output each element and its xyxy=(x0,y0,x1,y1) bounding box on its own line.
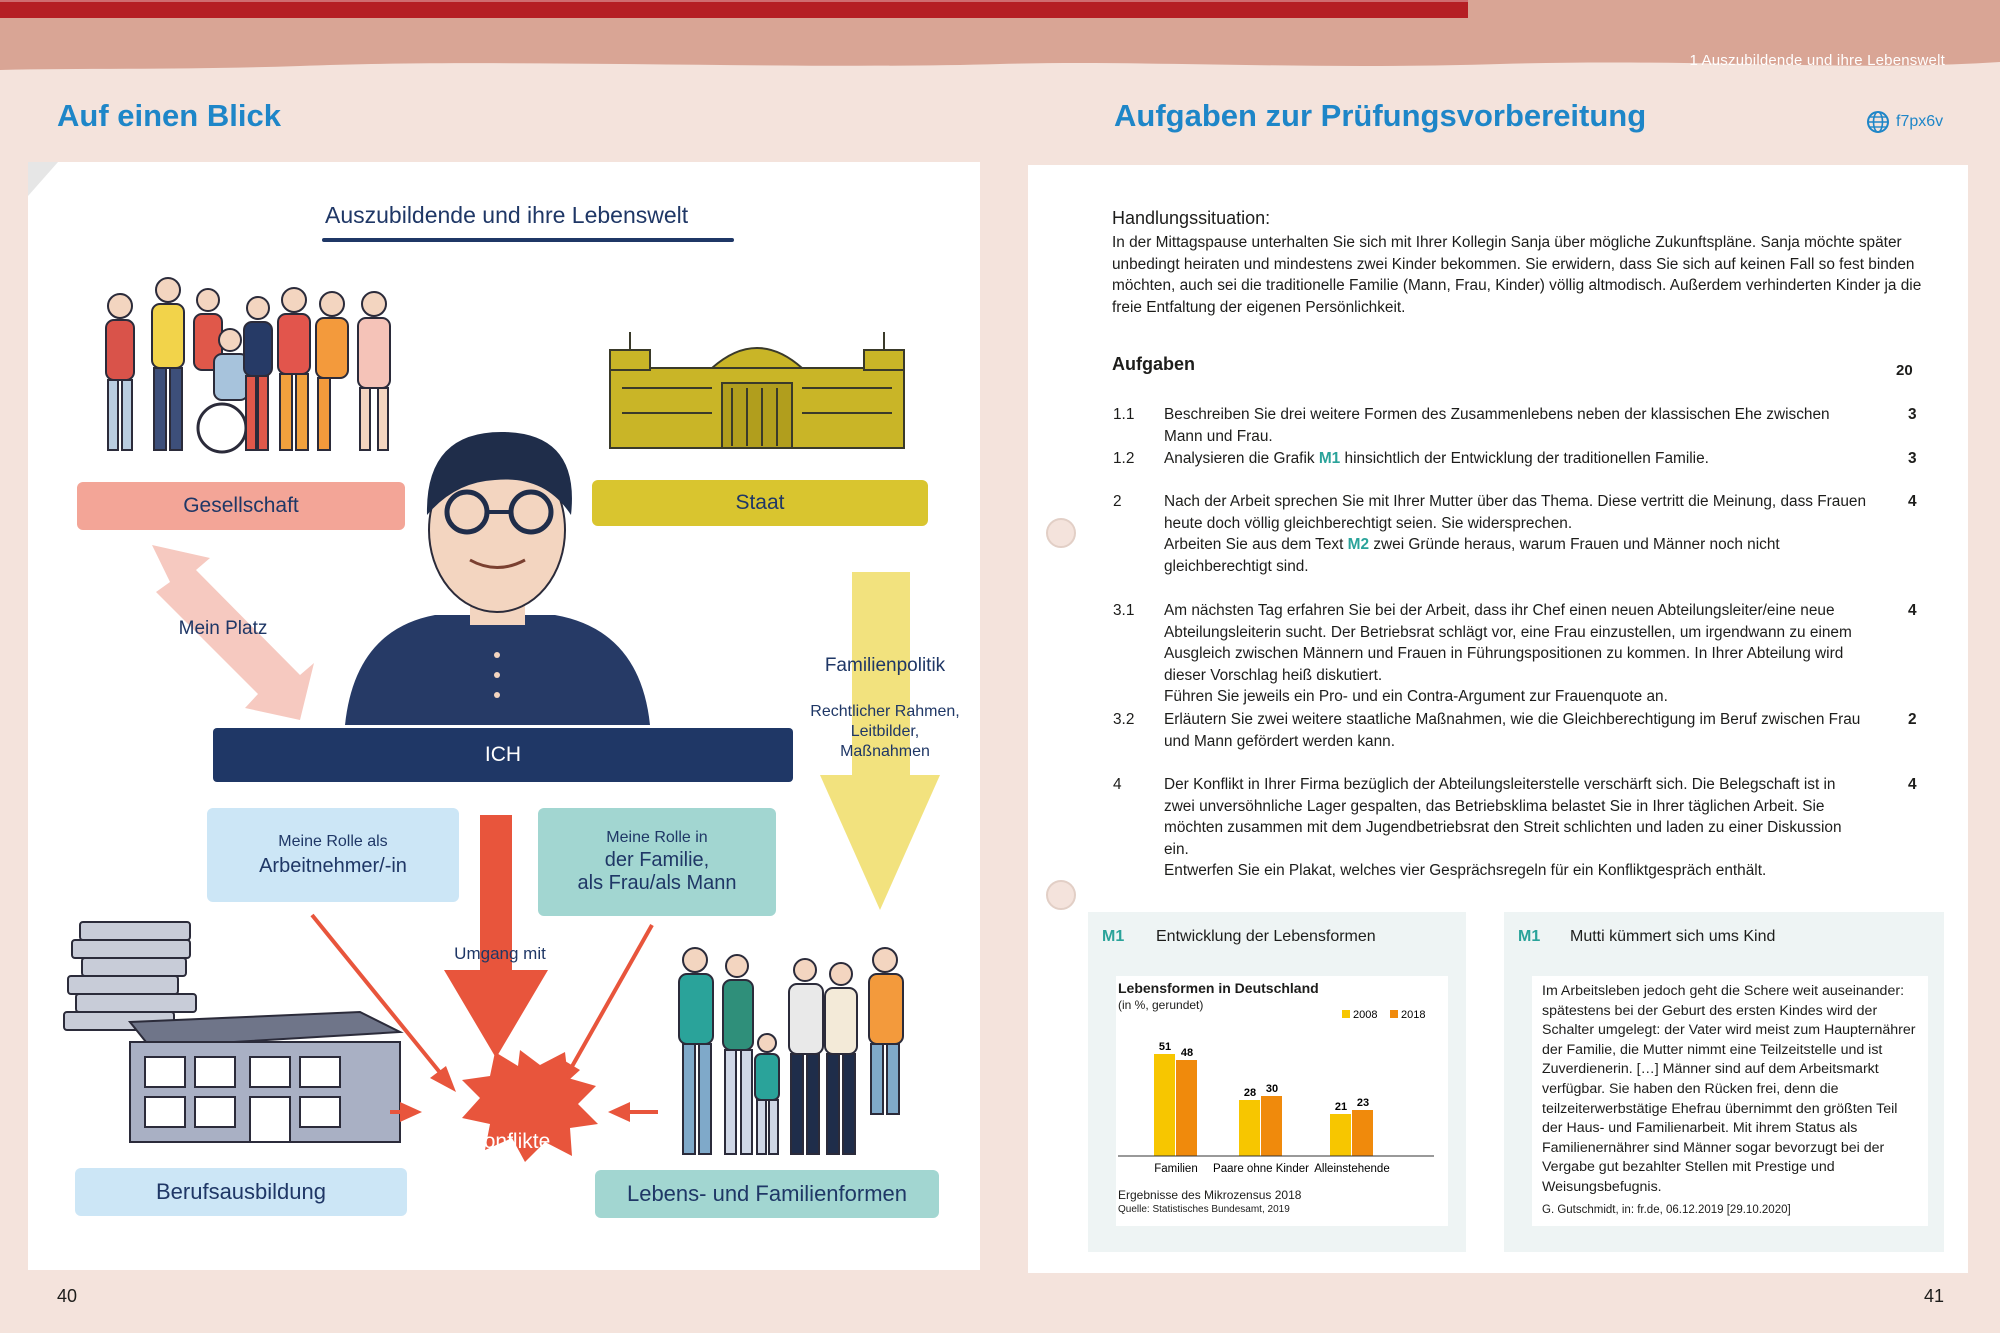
situation-title: Handlungssituation: xyxy=(1112,208,1271,228)
page-number-right: 41 xyxy=(1924,1286,1945,1306)
task-points: 4 xyxy=(1908,602,1917,619)
task-number: 4 xyxy=(1113,776,1122,793)
task-text: Erläutern Sie zwei weitere staatliche Maßnahmen, wie die Gleichberechtigung im Beruf zwischen Frau und Mann gefördert werden kann. xyxy=(1164,711,1861,750)
task-points: 4 xyxy=(1908,776,1917,793)
task-points: 2 xyxy=(1908,711,1917,728)
right-page-title: Aufgaben zur Prüfungsvorbereitung xyxy=(1114,98,1647,133)
material-reference[interactable]: M2 xyxy=(1347,536,1370,554)
staat-label: Staat xyxy=(592,480,928,526)
task-text xyxy=(1164,448,1869,470)
task-2 xyxy=(1113,491,1933,579)
umgang-label: Umgang mit xyxy=(454,944,546,963)
task-3-2 xyxy=(1113,709,1933,753)
bar-value-label: 51 xyxy=(1158,1041,1172,1053)
m2-card xyxy=(1532,976,1928,1226)
task-points: 4 xyxy=(1908,493,1917,510)
bar-Paare ohne Kinder-2008 xyxy=(1239,1100,1260,1156)
m2-box xyxy=(1504,912,1944,1252)
task-4 xyxy=(1113,774,1933,884)
task-1-2 xyxy=(1113,448,1933,470)
left-page-title: Auf einen Blick xyxy=(57,98,281,133)
task-number: 2 xyxy=(1113,493,1122,510)
webcode-text: f7px6v xyxy=(1896,113,1944,130)
gesellschaft-label: Gesellschaft xyxy=(77,482,405,530)
task-number: 1.1 xyxy=(1113,406,1135,423)
task-number: 1.2 xyxy=(1113,450,1135,467)
chapter-label: 1 Auszubildende und ihre Lebenswelt xyxy=(1689,52,1945,69)
task-text-part: Arbeiten Sie aus dem Text xyxy=(1164,536,1348,554)
bar-value-label: 23 xyxy=(1356,1097,1370,1109)
m1-label: M1 xyxy=(1102,928,1125,945)
legend-label-2008: 2008 xyxy=(1353,1009,1378,1021)
tasks-total-points: 20 xyxy=(1896,362,1913,379)
legend-swatch-2008 xyxy=(1342,1010,1350,1018)
bar-Familien-2008 xyxy=(1154,1054,1175,1156)
legend-label-2018: 2018 xyxy=(1401,1009,1426,1021)
task-points: 3 xyxy=(1908,450,1917,467)
m1-box xyxy=(1088,912,1466,1252)
rahmen-label: Rechtlicher Rahmen, Leitbilder, Maßnahmen xyxy=(810,703,960,760)
rolle-familie-line2: der Familie, xyxy=(604,849,710,871)
m2-source: G. Gutschmidt, in: fr.de, 06.12.2019 [29.10.2020] xyxy=(1542,1204,1791,1216)
category-label: Paare ohne Kinder xyxy=(1213,1163,1309,1175)
task-text-part: Der Konflikt in Ihrer Firma bezüglich der Abteilungsleiterstelle verschärft sich. Die Belegschaft ist in zwei unversöhnliche Lager gespalten, das Betriebsklima belastet Sie in Ihrer täglichen Arbeit. Sie möchten zusammen mit dem Jugendbetriebsrat den Streit schlichten und laden zu einer Diskussion ein. xyxy=(1164,776,1842,858)
m1-title: Entwicklung der Lebensformen xyxy=(1156,928,1376,945)
rolle-familie-line3: als Frau/als Mann xyxy=(577,872,737,894)
task-text xyxy=(1164,774,1869,882)
rolle-arbeit-line1: Meine Rolle als xyxy=(278,832,388,850)
m2-title: Mutti kümmert sich ums Kind xyxy=(1570,928,1776,945)
webcode[interactable] xyxy=(1866,110,1943,134)
punch-hole-top xyxy=(1046,518,1076,548)
task-text: Beschreiben Sie drei weitere Formen des Zusammenlebens neben der klassischen Ehe zwischen Mann und Frau. xyxy=(1164,406,1830,445)
chart-title: Lebensformen in Deutschland xyxy=(1118,980,1319,996)
m2-text: Im Arbeitsleben jedoch geht die Schere weit auseinander: spätestens bei der Geburt des ersten Kindes wird der Schalter umgelegt: der Vater wird meist zum Haupternährer der Familie, die Mutter nimmt eine Teilzeitstelle und ist Zuverdienerin. […] Männer sind auf dem Arbeitsmarkt verfügbar. Sie haben den Rücken frei, denn die teilzeiterwerbstätige Ehefrau übernimmt den größten Teil der Haus- und Familienarbeit. Mit ihrem Status als Familienernährer sind Männer sogar bevorzugt bei der Vergabe gut bezahlter Stellen mit Prestige und Weisungsbefugnis. xyxy=(1542,983,1916,1195)
bar-Alleinstehende-2018 xyxy=(1352,1110,1373,1156)
bar-Paare ohne Kinder-2018 xyxy=(1261,1096,1282,1156)
page-number-left: 40 xyxy=(57,1286,78,1306)
task-text xyxy=(1164,491,1869,577)
chart-subtitle: (in %, gerundet) xyxy=(1118,998,1204,1012)
bar-Familien-2018 xyxy=(1176,1060,1197,1156)
rolle-arbeit-line2: Arbeitnehmer/-in xyxy=(259,854,407,877)
task-1-1 xyxy=(1113,404,1933,448)
page-curl xyxy=(28,162,68,202)
lebensformen-label: Lebens- und Familienformen xyxy=(595,1170,939,1218)
chart-source: Quelle: Statistisches Bundesamt, 2019 xyxy=(1118,1204,1290,1215)
diagram-title: Auszubildende und ihre Lebenswelt xyxy=(325,202,689,228)
bar-value-label: 28 xyxy=(1243,1087,1257,1099)
category-label: Familien xyxy=(1154,1163,1198,1175)
mein-platz-label: Mein Platz xyxy=(178,618,268,639)
bar-value-label: 21 xyxy=(1334,1101,1348,1113)
title-underline xyxy=(322,238,734,242)
task-3-1 xyxy=(1113,600,1933,710)
chart-footnote: Ergebnisse des Mikrozensus 2018 xyxy=(1118,1188,1302,1202)
task-text-part: Entwerfen Sie ein Plakat, welches vier Gesprächsregeln für ein Konfliktgespräch enthält. xyxy=(1164,862,1767,880)
m2-label: M1 xyxy=(1518,928,1541,945)
rolle-arbeit-box xyxy=(207,808,459,902)
task-text-part: Am nächsten Tag erfahren Sie bei der Arbeit, dass ihr Chef einen neuen Abteilungsleiter/eine neue Abteilungsleiterin sucht. Der Betriebsrat schlägt vor, eine Frau einzustellen, um irgendwann zu einem Ausgleich zwischen Männern und Frauen in Führungspositionen zu kommen. In Ihrer Abteilung wird dieser Vorschlag heiß diskutiert. xyxy=(1164,602,1852,684)
task-text-part: Führen Sie jeweils ein Pro- und ein Contra-Argument zur Frauenquote an. xyxy=(1164,688,1668,706)
konflikte-label: Konflikte xyxy=(469,1130,551,1153)
bar-value-label: 48 xyxy=(1180,1047,1194,1059)
chart-card xyxy=(1116,976,1448,1226)
familienpolitik-label: Familienpolitik xyxy=(824,655,946,676)
ich-label: ICH xyxy=(213,728,793,782)
bar-Alleinstehende-2008 xyxy=(1330,1114,1351,1156)
berufsausbildung-label: Berufsausbildung xyxy=(75,1168,407,1216)
task-number: 3.1 xyxy=(1113,602,1135,619)
situation-text: In der Mittagspause unterhalten Sie sich mit Ihrer Kollegin Sanja über mögliche Zukunftspläne. Sanja möchte später unbedingt heiraten und mindestens zwei Kinder bekommen. Sie erwidern, dass Sie sich auf keinen Fall so fest binden möchten, auch sei die traditionelle Familie (Mann, Frau, Kinder) völlig altmodisch. Außerdem verhinderten Kinder ja die freie Entfaltung der eigenen Persönlichkeit. xyxy=(1112,234,1922,316)
lebensformen-chart xyxy=(1116,1006,1448,1186)
material-reference[interactable]: M1 xyxy=(1318,450,1341,467)
rolle-familie-line1: Meine Rolle in xyxy=(606,829,708,846)
task-text-part: zwei Gründe heraus, warum Frauen und Männer noch nicht gleichberechtigt sind. xyxy=(1164,536,1780,575)
task-points: 3 xyxy=(1908,406,1917,423)
task-number: 3.2 xyxy=(1113,711,1135,728)
task-text-part: hinsichtlich der Entwicklung der traditionellen Familie. xyxy=(1340,450,1709,467)
rolle-familie-box xyxy=(538,808,776,916)
bar-value-label: 30 xyxy=(1265,1083,1279,1095)
task-text-part: Analysieren die Grafik xyxy=(1164,450,1319,467)
legend-swatch-2018 xyxy=(1390,1010,1398,1018)
task-text xyxy=(1164,600,1869,708)
punch-hole-bottom xyxy=(1046,880,1076,910)
category-label: Alleinstehende xyxy=(1314,1163,1390,1175)
task-text-part: Nach der Arbeit sprechen Sie mit Ihrer Mutter über das Thema. Diese vertritt die Meinung, dass Frauen heute doch völlig gleichberechtigt seien. Sie widersprechen. xyxy=(1164,493,1867,532)
tasks-title: Aufgaben xyxy=(1112,354,1195,374)
globe-icon xyxy=(1866,110,1890,134)
